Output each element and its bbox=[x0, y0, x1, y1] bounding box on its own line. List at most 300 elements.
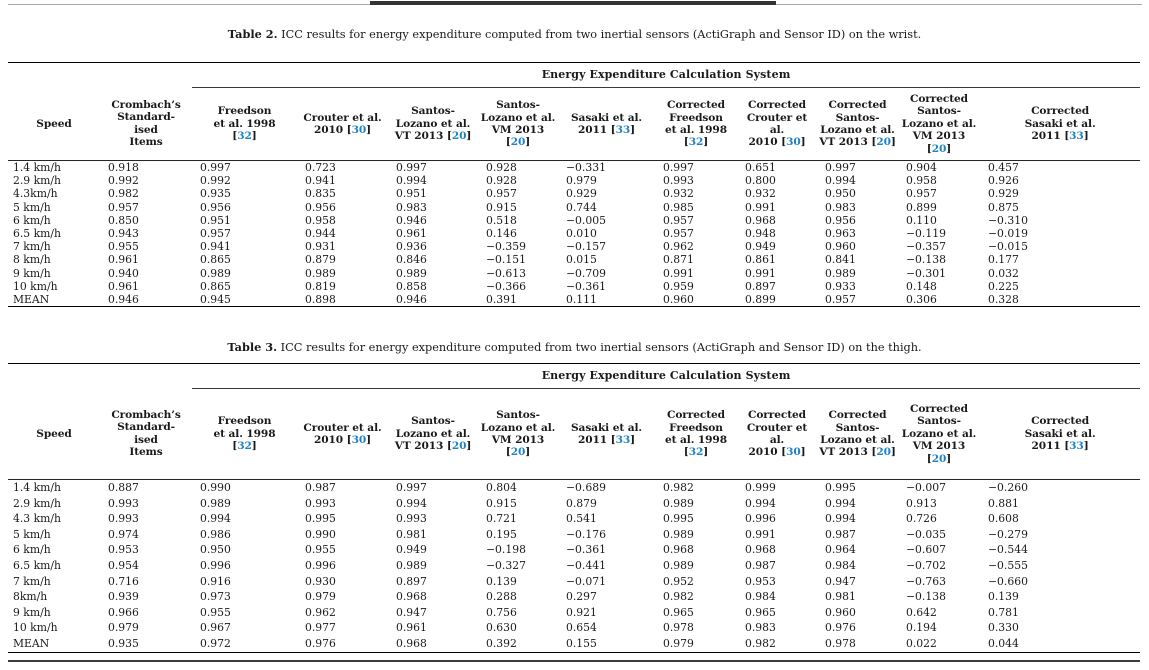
table-row bbox=[8, 280, 1140, 293]
value-cell: 0.967 bbox=[200, 621, 231, 635]
value-cell: 0.899 bbox=[906, 200, 937, 214]
value-cell: −0.138 bbox=[906, 253, 946, 267]
speed-cell: 10 km/h bbox=[13, 279, 58, 293]
value-cell: 0.993 bbox=[663, 174, 694, 188]
value-cell: 0.987 bbox=[305, 481, 336, 494]
value-cell: −0.119 bbox=[906, 227, 946, 241]
table2-caption bbox=[0, 27, 1149, 42]
value-cell: −0.157 bbox=[566, 240, 606, 254]
value-cell: 0.139 bbox=[486, 574, 517, 588]
group-header: Energy Expenditure Calculation System bbox=[192, 364, 1140, 389]
value-cell: 0.995 bbox=[305, 512, 336, 526]
value-cell: −0.607 bbox=[906, 543, 946, 557]
column-header: Freedson et al. 1998 [32] bbox=[192, 389, 297, 480]
value-cell: −0.366 bbox=[486, 279, 526, 293]
value-cell: −0.015 bbox=[988, 240, 1028, 254]
value-cell: −0.441 bbox=[566, 558, 606, 572]
value-cell: 0.973 bbox=[200, 590, 231, 604]
value-cell: 0.989 bbox=[396, 266, 427, 280]
citation-link[interactable]: 30 bbox=[351, 124, 367, 136]
speed-cell: 7 km/h bbox=[13, 574, 51, 588]
value-cell: 0.989 bbox=[663, 558, 694, 572]
value-cell: 0.010 bbox=[566, 227, 597, 241]
citation-link[interactable]: 33 bbox=[615, 434, 631, 446]
value-cell: 0.955 bbox=[200, 605, 231, 619]
value-cell: 0.225 bbox=[988, 279, 1019, 293]
column-header: Corrected Crouter et al. 2010 [30] bbox=[737, 389, 817, 480]
table-row bbox=[8, 542, 1140, 558]
table-row bbox=[8, 636, 1140, 652]
column-header: Corrected Sasaki et al. 2011 [33] bbox=[980, 389, 1140, 480]
value-cell: 0.932 bbox=[745, 187, 776, 201]
value-cell: 0.979 bbox=[566, 174, 597, 188]
table-row bbox=[8, 558, 1140, 574]
value-cell: 0.904 bbox=[906, 161, 937, 174]
value-cell: 0.022 bbox=[906, 636, 937, 650]
column-header: Santos- Lozano et al. VM 2013 [20] bbox=[478, 389, 558, 480]
table2-caption-text: ICC results for energy expenditure computed from two inertial sensors (ActiGraph and Sensor ID) on the wrist. bbox=[281, 28, 922, 41]
value-cell: 0.819 bbox=[305, 279, 336, 293]
column-header: Sasaki et al. 2011 [33] bbox=[558, 389, 655, 480]
value-cell: 0.978 bbox=[825, 636, 856, 650]
value-cell: 0.986 bbox=[200, 527, 231, 541]
value-cell: 0.110 bbox=[906, 213, 937, 227]
value-cell: 0.654 bbox=[566, 621, 597, 635]
value-cell: 0.841 bbox=[825, 253, 856, 267]
value-cell: 0.871 bbox=[663, 253, 694, 267]
table-row bbox=[8, 201, 1140, 214]
value-cell: 0.996 bbox=[200, 558, 231, 572]
value-cell: 0.879 bbox=[305, 253, 336, 267]
value-cell: 0.979 bbox=[305, 590, 336, 604]
value-cell: 0.959 bbox=[663, 279, 694, 293]
speed-cell: 6 km/h bbox=[13, 543, 51, 557]
value-cell: 0.966 bbox=[108, 605, 139, 619]
value-cell: 0.921 bbox=[566, 605, 597, 619]
value-cell: 0.928 bbox=[486, 161, 517, 174]
value-cell: 0.957 bbox=[663, 213, 694, 227]
citation-link[interactable]: 20 bbox=[876, 136, 891, 149]
value-cell: 0.999 bbox=[745, 481, 776, 494]
value-cell: −0.763 bbox=[906, 574, 946, 588]
value-cell: 0.994 bbox=[825, 512, 856, 526]
value-cell: −0.689 bbox=[566, 481, 606, 494]
value-cell: 0.992 bbox=[108, 174, 139, 188]
value-cell: 0.800 bbox=[745, 174, 776, 188]
value-cell: −0.327 bbox=[486, 558, 526, 572]
value-cell: 0.721 bbox=[486, 512, 517, 526]
value-cell: 0.953 bbox=[108, 543, 139, 557]
value-cell: 0.957 bbox=[906, 187, 937, 201]
value-cell: 0.968 bbox=[663, 543, 694, 557]
value-cell: 0.995 bbox=[663, 512, 694, 526]
value-cell: 0.015 bbox=[566, 253, 597, 267]
table-row bbox=[8, 240, 1140, 253]
value-cell: 0.948 bbox=[745, 227, 776, 241]
column-header: Corrected Freedson et al. 1998 [32] bbox=[655, 389, 737, 480]
citation-link[interactable]: 33 bbox=[1069, 130, 1084, 143]
speed-cell: 4.3km/h bbox=[13, 187, 58, 201]
value-cell: −0.151 bbox=[486, 253, 526, 267]
value-cell: 0.918 bbox=[108, 161, 139, 174]
value-cell: 0.989 bbox=[663, 527, 694, 541]
value-cell: 0.916 bbox=[200, 574, 231, 588]
value-cell: 0.804 bbox=[486, 481, 517, 494]
value-cell: 0.985 bbox=[663, 200, 694, 214]
value-cell: 0.996 bbox=[745, 512, 776, 526]
column-header: Speed bbox=[8, 389, 100, 480]
value-cell: 0.994 bbox=[396, 174, 427, 188]
value-cell: 0.979 bbox=[108, 621, 139, 635]
value-cell: 0.982 bbox=[108, 187, 139, 201]
value-cell: 0.608 bbox=[988, 512, 1019, 526]
value-cell: −0.359 bbox=[486, 240, 526, 254]
value-cell: 0.960 bbox=[663, 293, 694, 307]
value-cell: −0.035 bbox=[906, 527, 946, 541]
value-cell: 0.993 bbox=[396, 512, 427, 526]
value-cell: 0.951 bbox=[396, 187, 427, 201]
value-cell: 0.949 bbox=[396, 543, 427, 557]
value-cell: 0.961 bbox=[108, 279, 139, 293]
value-cell: 0.306 bbox=[906, 293, 937, 307]
citation-link[interactable]: 20 bbox=[876, 446, 891, 459]
value-cell: 0.865 bbox=[200, 279, 231, 293]
value-cell: −0.198 bbox=[486, 543, 526, 557]
table-row bbox=[8, 293, 1140, 307]
speed-cell: 1.4 km/h bbox=[13, 161, 61, 174]
value-cell: 0.991 bbox=[745, 527, 776, 541]
citation-link[interactable]: 20 bbox=[931, 142, 947, 155]
value-cell: 0.936 bbox=[396, 240, 427, 254]
speed-cell: 6 km/h bbox=[13, 213, 51, 227]
table-row bbox=[8, 605, 1140, 621]
value-cell: −0.138 bbox=[906, 590, 946, 604]
speed-cell: 7 km/h bbox=[13, 240, 51, 254]
value-cell: 0.898 bbox=[305, 293, 336, 307]
value-cell: 0.955 bbox=[108, 240, 139, 254]
table-row bbox=[8, 620, 1140, 636]
value-cell: 0.947 bbox=[825, 574, 856, 588]
value-cell: 0.994 bbox=[825, 496, 856, 510]
citation-link[interactable]: 30 bbox=[351, 434, 367, 446]
value-cell: 0.881 bbox=[988, 496, 1019, 510]
value-cell: 0.195 bbox=[486, 527, 517, 541]
icc-table-wrist bbox=[8, 62, 1140, 307]
value-cell: 0.987 bbox=[825, 527, 856, 541]
column-header: Corrected Santos- Lozano et al. VT 2013 [20] bbox=[817, 389, 898, 480]
icc-table-thigh bbox=[8, 363, 1140, 653]
table3-caption bbox=[0, 340, 1149, 355]
value-cell: 0.989 bbox=[396, 558, 427, 572]
table-row bbox=[8, 187, 1140, 200]
value-cell: 0.989 bbox=[663, 496, 694, 510]
value-cell: 0.963 bbox=[825, 227, 856, 241]
value-cell: −0.555 bbox=[988, 558, 1028, 572]
value-cell: 0.933 bbox=[825, 279, 856, 293]
column-header: Crombach’s Standard- ised Items bbox=[100, 389, 192, 480]
citation-link[interactable]: 32 bbox=[237, 130, 252, 143]
value-cell: 0.995 bbox=[825, 481, 856, 494]
value-cell: −0.007 bbox=[906, 481, 946, 494]
citation-link[interactable]: 33 bbox=[615, 124, 631, 136]
value-cell: 0.989 bbox=[305, 266, 336, 280]
value-cell: 0.288 bbox=[486, 590, 517, 604]
value-cell: 0.897 bbox=[745, 279, 776, 293]
value-cell: 0.946 bbox=[108, 293, 139, 307]
value-cell: 0.946 bbox=[396, 293, 427, 307]
value-cell: 0.835 bbox=[305, 187, 336, 201]
value-cell: 0.194 bbox=[906, 621, 937, 635]
table-row bbox=[8, 511, 1140, 527]
value-cell: 0.957 bbox=[663, 227, 694, 241]
value-cell: −0.279 bbox=[988, 527, 1028, 541]
value-cell: 0.991 bbox=[663, 266, 694, 280]
value-cell: 0.391 bbox=[486, 293, 517, 307]
column-header: Sasaki et al. 2011 [33] bbox=[558, 88, 655, 161]
speed-cell: 5 km/h bbox=[13, 200, 51, 214]
value-cell: 0.978 bbox=[663, 621, 694, 635]
value-cell: 0.981 bbox=[825, 590, 856, 604]
value-cell: 0.968 bbox=[745, 543, 776, 557]
value-cell: 0.457 bbox=[988, 161, 1019, 174]
value-cell: 0.952 bbox=[663, 574, 694, 588]
column-header: Crouter et al. 2010 [30] bbox=[297, 88, 388, 161]
value-cell: 0.946 bbox=[396, 213, 427, 227]
speed-cell: 10 km/h bbox=[13, 621, 58, 635]
speed-cell: 6.5 km/h bbox=[13, 558, 61, 572]
citation-link[interactable]: 33 bbox=[1069, 440, 1084, 453]
value-cell: 0.990 bbox=[200, 481, 231, 494]
value-cell: 0.972 bbox=[200, 636, 231, 650]
citation-link[interactable]: 20 bbox=[931, 452, 947, 465]
value-cell: 0.330 bbox=[988, 621, 1019, 635]
value-cell: 0.979 bbox=[663, 636, 694, 650]
column-header: Santos- Lozano et al. VT 2013 [20] bbox=[388, 88, 478, 161]
value-cell: 0.962 bbox=[305, 605, 336, 619]
value-cell: 0.961 bbox=[396, 621, 427, 635]
value-cell: 0.955 bbox=[305, 543, 336, 557]
value-cell: 0.965 bbox=[663, 605, 694, 619]
value-cell: −0.361 bbox=[566, 543, 606, 557]
value-cell: −0.361 bbox=[566, 279, 606, 293]
value-cell: 0.993 bbox=[108, 496, 139, 510]
value-cell: 0.950 bbox=[200, 543, 231, 557]
top-scrollbar-artifact[interactable] bbox=[370, 1, 776, 5]
value-cell: 0.858 bbox=[396, 279, 427, 293]
value-cell: 0.983 bbox=[745, 621, 776, 635]
value-cell: 0.541 bbox=[566, 512, 597, 526]
value-cell: −0.310 bbox=[988, 213, 1028, 227]
citation-link[interactable]: 30 bbox=[786, 446, 801, 459]
value-cell: 0.781 bbox=[988, 605, 1019, 619]
value-cell: 0.950 bbox=[825, 187, 856, 201]
value-cell: 0.630 bbox=[486, 621, 517, 635]
value-cell: 0.642 bbox=[906, 605, 937, 619]
group-header-spacer bbox=[8, 364, 192, 389]
value-cell: 0.957 bbox=[825, 293, 856, 307]
value-cell: 0.994 bbox=[396, 496, 427, 510]
value-cell: 0.974 bbox=[108, 527, 139, 541]
value-cell: 0.982 bbox=[663, 481, 694, 494]
value-cell: 0.961 bbox=[108, 253, 139, 267]
value-cell: 0.932 bbox=[663, 187, 694, 201]
value-cell: 0.997 bbox=[663, 161, 694, 174]
value-cell: 0.968 bbox=[396, 590, 427, 604]
value-cell: −0.357 bbox=[906, 240, 946, 254]
value-cell: 0.879 bbox=[566, 496, 597, 510]
value-cell: 0.929 bbox=[988, 187, 1019, 201]
value-cell: 0.991 bbox=[745, 200, 776, 214]
value-cell: 0.926 bbox=[988, 174, 1019, 188]
speed-cell: 5 km/h bbox=[13, 527, 51, 541]
speed-cell: 6.5 km/h bbox=[13, 227, 61, 241]
value-cell: −0.544 bbox=[988, 543, 1028, 557]
value-cell: 0.177 bbox=[988, 253, 1019, 267]
value-cell: 0.929 bbox=[566, 187, 597, 201]
column-header: Speed bbox=[8, 88, 100, 161]
speed-cell: 9 km/h bbox=[13, 605, 51, 619]
citation-link[interactable]: 32 bbox=[237, 440, 252, 453]
column-header: Crouter et al. 2010 [30] bbox=[297, 389, 388, 480]
value-cell: 0.957 bbox=[200, 227, 231, 241]
value-cell: −0.005 bbox=[566, 213, 606, 227]
value-cell: 0.994 bbox=[200, 512, 231, 526]
speed-cell: 8km/h bbox=[13, 590, 48, 604]
column-header: Corrected Sasaki et al. 2011 [33] bbox=[980, 88, 1140, 161]
value-cell: 0.954 bbox=[108, 558, 139, 572]
column-header: Freedson et al. 1998 [32] bbox=[192, 88, 297, 161]
value-cell: 0.887 bbox=[108, 481, 139, 494]
table3-caption-text: ICC results for energy expenditure computed from two inertial sensors (ActiGraph and Sensor ID) on the thigh. bbox=[280, 341, 922, 354]
value-cell: 0.982 bbox=[663, 590, 694, 604]
value-cell: 0.945 bbox=[200, 293, 231, 307]
value-cell: 0.723 bbox=[305, 161, 336, 174]
citation-link[interactable]: 32 bbox=[688, 136, 704, 149]
value-cell: 0.949 bbox=[745, 240, 776, 254]
citation-link[interactable]: 32 bbox=[688, 446, 704, 459]
value-cell: 0.956 bbox=[825, 213, 856, 227]
column-header: Corrected Santos- Lozano et al. VM 2013 [20] bbox=[898, 88, 980, 161]
value-cell: 0.939 bbox=[108, 590, 139, 604]
value-cell: 0.943 bbox=[108, 227, 139, 241]
group-header-spacer bbox=[8, 63, 192, 88]
value-cell: 0.982 bbox=[745, 636, 776, 650]
value-cell: 0.997 bbox=[200, 161, 231, 174]
value-cell: 0.987 bbox=[745, 558, 776, 572]
speed-cell: 8 km/h bbox=[13, 253, 51, 267]
value-cell: 0.997 bbox=[825, 161, 856, 174]
value-cell: 0.899 bbox=[745, 293, 776, 307]
value-cell: 0.976 bbox=[305, 636, 336, 650]
value-cell: 0.993 bbox=[108, 512, 139, 526]
table-row bbox=[8, 267, 1140, 280]
value-cell: 0.915 bbox=[486, 200, 517, 214]
citation-link[interactable]: 20 bbox=[451, 440, 467, 453]
value-cell: 0.996 bbox=[305, 558, 336, 572]
value-cell: 0.956 bbox=[200, 200, 231, 214]
table-row bbox=[8, 174, 1140, 187]
value-cell: 0.951 bbox=[200, 213, 231, 227]
table3-caption-label: Table 3. bbox=[227, 340, 278, 354]
column-header: Santos- Lozano et al. VM 2013 [20] bbox=[478, 88, 558, 161]
table2-caption-label: Table 2. bbox=[227, 27, 278, 41]
value-cell: 0.984 bbox=[825, 558, 856, 572]
value-cell: 0.990 bbox=[305, 527, 336, 541]
value-cell: 0.994 bbox=[745, 496, 776, 510]
citation-link[interactable]: 20 bbox=[510, 446, 526, 459]
value-cell: 0.297 bbox=[566, 590, 597, 604]
value-cell: 0.997 bbox=[396, 481, 427, 494]
value-cell: 0.146 bbox=[486, 227, 517, 241]
speed-cell: MEAN bbox=[13, 636, 50, 650]
citation-link[interactable]: 20 bbox=[510, 136, 526, 149]
value-cell: 0.957 bbox=[108, 200, 139, 214]
table-row bbox=[8, 480, 1140, 496]
page-bottom-rule bbox=[8, 660, 1140, 662]
value-cell: 0.139 bbox=[988, 590, 1019, 604]
value-cell: 0.744 bbox=[566, 200, 597, 214]
value-cell: 0.984 bbox=[745, 590, 776, 604]
value-cell: 0.931 bbox=[305, 240, 336, 254]
value-cell: −0.260 bbox=[988, 481, 1028, 494]
citation-link[interactable]: 20 bbox=[451, 130, 467, 143]
value-cell: 0.961 bbox=[396, 227, 427, 241]
value-cell: 0.861 bbox=[745, 253, 776, 267]
value-cell: −0.301 bbox=[906, 266, 946, 280]
table-row bbox=[8, 253, 1140, 266]
value-cell: 0.960 bbox=[825, 605, 856, 619]
value-cell: 0.964 bbox=[825, 543, 856, 557]
value-cell: 0.941 bbox=[305, 174, 336, 188]
value-cell: 0.941 bbox=[200, 240, 231, 254]
value-cell: 0.875 bbox=[988, 200, 1019, 214]
value-cell: 0.155 bbox=[566, 636, 597, 650]
speed-cell: 2.9 km/h bbox=[13, 174, 61, 188]
value-cell: 0.935 bbox=[108, 636, 139, 650]
value-cell: 0.935 bbox=[200, 187, 231, 201]
value-cell: 0.960 bbox=[825, 240, 856, 254]
value-cell: 0.989 bbox=[200, 266, 231, 280]
speed-cell: MEAN bbox=[13, 293, 50, 307]
value-cell: 0.993 bbox=[305, 496, 336, 510]
value-cell: 0.865 bbox=[200, 253, 231, 267]
value-cell: 0.989 bbox=[825, 266, 856, 280]
value-cell: −0.702 bbox=[906, 558, 946, 572]
column-header: Santos- Lozano et al. VT 2013 [20] bbox=[388, 389, 478, 480]
value-cell: 0.392 bbox=[486, 636, 517, 650]
value-cell: 0.726 bbox=[906, 512, 937, 526]
speed-cell: 4.3 km/h bbox=[13, 512, 61, 526]
value-cell: 0.997 bbox=[396, 161, 427, 174]
value-cell: 0.962 bbox=[663, 240, 694, 254]
value-cell: −0.331 bbox=[566, 161, 606, 174]
value-cell: 0.977 bbox=[305, 621, 336, 635]
column-header: Corrected Santos- Lozano et al. VT 2013 [20] bbox=[817, 88, 898, 161]
value-cell: −0.176 bbox=[566, 527, 606, 541]
value-cell: 0.940 bbox=[108, 266, 139, 280]
value-cell: 0.913 bbox=[906, 496, 937, 510]
value-cell: −0.071 bbox=[566, 574, 606, 588]
table-row bbox=[8, 574, 1140, 590]
value-cell: 0.518 bbox=[486, 213, 517, 227]
value-cell: 0.968 bbox=[745, 213, 776, 227]
value-cell: 0.044 bbox=[988, 636, 1019, 650]
citation-link[interactable]: 30 bbox=[786, 136, 801, 149]
value-cell: 0.958 bbox=[906, 174, 937, 188]
table-row bbox=[8, 227, 1140, 240]
column-header: Corrected Santos- Lozano et al. VM 2013 [20] bbox=[898, 389, 980, 480]
value-cell: 0.992 bbox=[200, 174, 231, 188]
